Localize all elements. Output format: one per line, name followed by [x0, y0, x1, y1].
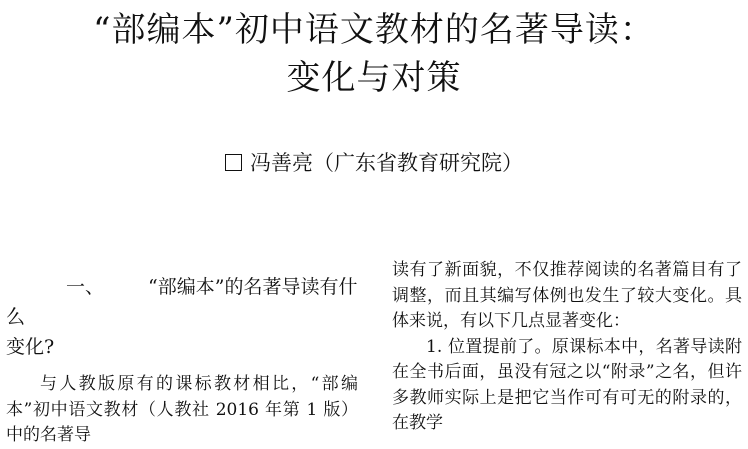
section-number: 一、 — [66, 276, 105, 298]
author-name: 冯善亮（广东省教育研究院） — [250, 151, 523, 175]
section-heading — [6, 272, 358, 362]
body-paragraph-continued: 读有了新面貌，不仅推荐阅读的名著篇目有了调整，而且其编写体例也发生了较大变化。具体来说，有以下几点显著变化： — [392, 260, 742, 331]
square-bullet-icon — [225, 154, 242, 171]
section-title-part1: “部编本”的名著导读有什么 — [6, 276, 358, 328]
right-column — [392, 258, 742, 437]
body-paragraph: 与人教版原有的课标教材相比，“部编本”初中语文教材（人教社 2016 年第 1 版）中的名著导 — [6, 374, 358, 445]
article-title-line-1: “部编本”初中语文教材的名著导读： — [93, 10, 655, 50]
section-title-part2: 变化? — [6, 336, 55, 358]
article-title-line-2: 变化与对策 — [286, 58, 462, 98]
author-line — [0, 150, 748, 176]
left-column — [6, 272, 358, 449]
list-item-1: 1. 位置提前了。原课标本中，名著导读附在全书后面，虽没有冠之以“附录”之名，但许多教师实际上是把它当作可有可无的附录的，在教学 — [392, 336, 742, 433]
